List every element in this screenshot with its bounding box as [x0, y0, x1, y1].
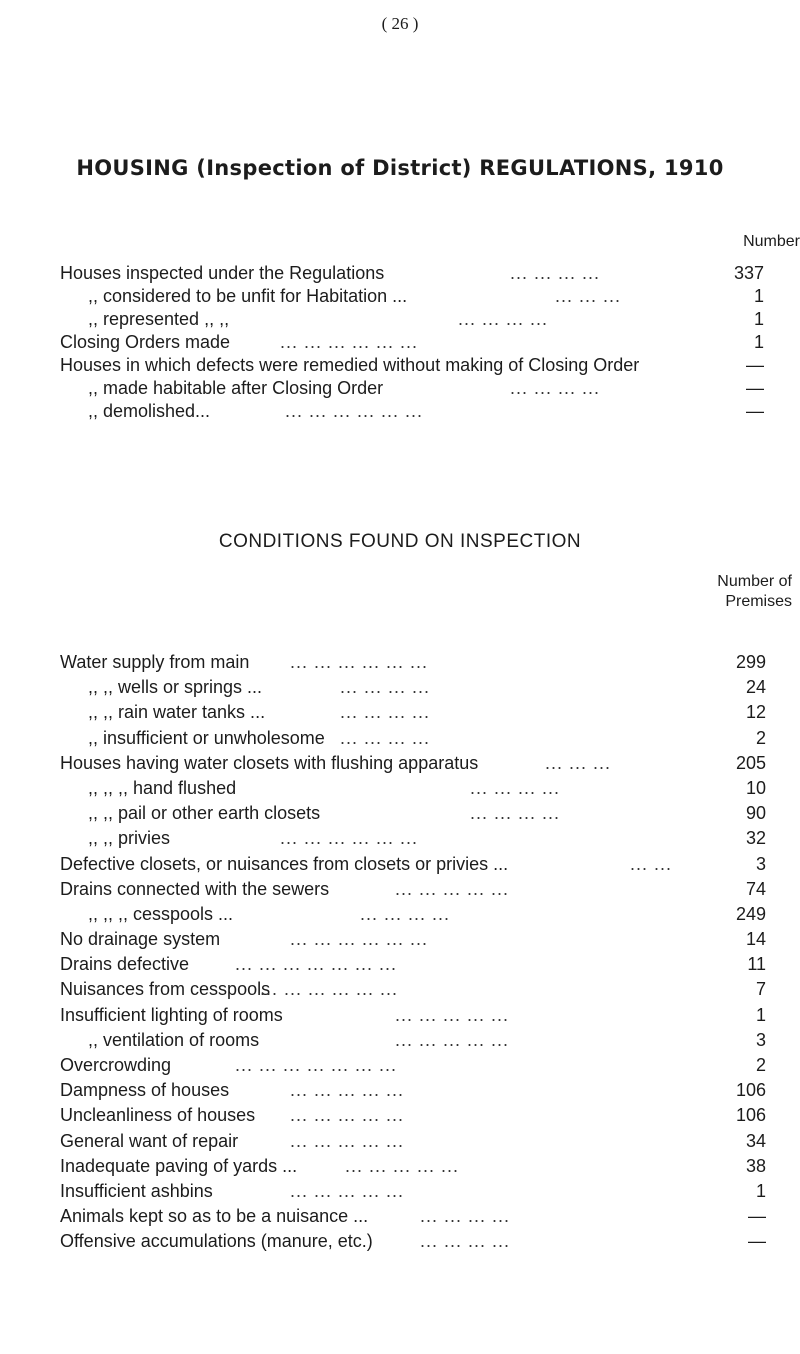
leader-dots: ... ... ... ...	[420, 1231, 511, 1252]
leader-dots: ... ... ...	[545, 752, 612, 773]
leader-dots: ... ... ... ... ... ... ...	[235, 954, 398, 975]
row-label: ,, ventilation of rooms	[88, 1029, 260, 1050]
leader-dots: ... ... ... ... ... ...	[280, 332, 419, 352]
row-value: 34	[745, 1130, 766, 1151]
row-label: Offensive accumulations (manure, etc.)	[60, 1231, 373, 1252]
table-row	[0, 1204, 800, 1229]
row-label: ,, ,, ,, hand flushed	[88, 777, 237, 798]
row-value: 2	[755, 727, 766, 748]
table-row	[0, 902, 800, 927]
row-value: 12	[745, 702, 766, 723]
row-label: General want of repair	[60, 1130, 239, 1151]
row-label: ,, ,, privies	[88, 828, 171, 849]
row-value: 337	[733, 263, 764, 283]
row-value: 1	[753, 332, 764, 352]
table-row	[0, 877, 800, 902]
table-row	[0, 650, 800, 675]
row-label: Inadequate paving of yards ...	[60, 1155, 298, 1176]
table-row	[0, 726, 800, 751]
table-row	[0, 1053, 800, 1078]
table-row	[0, 675, 800, 700]
row-value: 3	[755, 853, 766, 874]
row-value: 24	[745, 677, 766, 698]
row-label: Animals kept so as to be a nuisance ...	[60, 1206, 369, 1227]
row-value: 10	[745, 777, 766, 798]
table-row	[0, 354, 800, 377]
leader-dots: ... ... ... ...	[458, 309, 549, 329]
leader-dots: ... ... ... ... ... ...	[260, 979, 399, 1000]
table-row	[0, 852, 800, 877]
leader-dots: ... ... ... ... ... ...	[280, 828, 419, 849]
leader-dots: ... ... ... ... ... ... ...	[235, 1055, 398, 1075]
row-label: ,, made habitable after Closing Order	[88, 378, 384, 398]
page-number: ( 26 )	[381, 14, 419, 33]
leader-dots: ... ... ... ... ... ...	[290, 652, 429, 672]
leader-dots: ... ... ... ...	[470, 777, 561, 798]
leader-dots: ... ... ... ... ... ...	[290, 929, 429, 950]
row-value: 90	[745, 803, 766, 824]
table-row	[0, 308, 800, 331]
row-value: 3	[755, 1029, 766, 1050]
document-title: HOUSING (Inspection of District) REGULATIONS, 1910	[76, 156, 724, 180]
row-label: Houses in which defects were remedied without making of Closing Order	[60, 355, 640, 375]
row-value: 1	[753, 286, 764, 306]
leader-dots: ... ... ... ... ...	[290, 1080, 405, 1101]
table-row	[0, 262, 800, 285]
row-label: ,, represented ,, ,,	[88, 309, 230, 329]
leader-dots: ... ... ... ...	[420, 1206, 511, 1227]
row-label: ,, ,, rain water tanks ...	[88, 702, 266, 723]
row-label: Overcrowding	[60, 1055, 172, 1075]
leader-dots: ... ...	[630, 853, 673, 874]
row-label: ,, insufficient or unwholesome	[88, 727, 325, 748]
leader-dots: ... ... ... ...	[340, 727, 431, 748]
table-row	[0, 1028, 800, 1053]
leader-dots: ... ... ... ... ...	[395, 1029, 510, 1050]
conditions-list	[0, 650, 800, 1255]
leader-dots: ... ... ... ...	[510, 378, 601, 398]
row-label: Uncleanliness of houses	[60, 1105, 256, 1126]
table-row	[0, 776, 800, 801]
leader-dots: ... ... ... ...	[470, 803, 561, 824]
leader-dots: ... ... ... ...	[340, 677, 431, 698]
row-value: 1	[753, 309, 764, 329]
row-label: Drains defective	[60, 954, 190, 975]
table-row	[0, 1103, 800, 1128]
row-label: Defective closets, or nuisances from closets or privies ...	[60, 853, 509, 874]
row-label: Dampness of houses	[60, 1080, 230, 1101]
row-value: 106	[735, 1080, 766, 1101]
leader-dots: ... ... ... ...	[340, 702, 431, 723]
row-label: ,, demolished...	[88, 401, 211, 421]
row-value: 106	[735, 1105, 766, 1126]
table-row	[0, 1154, 800, 1179]
row-value: 299	[735, 652, 766, 672]
row-value: 38	[745, 1155, 766, 1176]
row-label: ,, ,, pail or other earth closets	[88, 803, 321, 824]
row-value: 11	[747, 954, 766, 975]
table-row	[0, 751, 800, 776]
row-value: 7	[755, 979, 766, 1000]
row-value: 32	[745, 828, 766, 849]
row-label: Water supply from main	[60, 652, 250, 672]
table-row	[0, 377, 800, 400]
table-row	[0, 952, 800, 977]
table-row	[0, 927, 800, 952]
row-value: 2	[755, 1055, 766, 1075]
table-row	[0, 977, 800, 1002]
row-label: ,, ,, ,, cesspools ...	[88, 903, 234, 924]
row-label: Insufficient lighting of rooms	[60, 1004, 283, 1025]
row-label: Nuisances from cesspools	[60, 979, 271, 1000]
column-header-premises	[717, 572, 792, 612]
table-row	[0, 1078, 800, 1103]
leader-dots: ... ... ... ...	[510, 263, 601, 283]
row-value: 1	[755, 1004, 766, 1025]
table-row	[0, 1179, 800, 1204]
table-row	[0, 700, 800, 725]
row-value: —	[746, 401, 764, 421]
table-row	[0, 1003, 800, 1028]
table-row	[0, 1129, 800, 1154]
leader-dots: ... ... ... ... ...	[345, 1155, 460, 1176]
table-row	[0, 285, 800, 308]
column-header-line: Number of	[717, 573, 792, 590]
leader-dots: ... ... ... ... ... ...	[285, 401, 424, 421]
row-label: No drainage system	[60, 929, 221, 950]
row-value: 205	[735, 752, 766, 773]
row-value: —	[746, 378, 764, 398]
row-label: Drains connected with the sewers	[60, 878, 330, 899]
leader-dots: ... ... ... ... ...	[395, 1004, 510, 1025]
table-row	[0, 331, 800, 354]
table-row	[0, 1229, 800, 1254]
row-value: 74	[745, 878, 766, 899]
row-value: 249	[735, 903, 766, 924]
row-label: Houses having water closets with flushing apparatus	[60, 752, 479, 773]
row-value: 14	[745, 929, 766, 950]
inspection-summary-list	[0, 262, 800, 423]
row-label: Closing Orders made	[60, 332, 231, 352]
table-row	[0, 801, 800, 826]
table-row	[0, 826, 800, 851]
row-value: —	[748, 1231, 766, 1252]
row-value: —	[748, 1206, 766, 1227]
row-value: 1	[755, 1180, 766, 1201]
row-label: ,, considered to be unfit for Habitation ...	[88, 286, 408, 306]
leader-dots: ... ... ... ... ...	[290, 1130, 405, 1151]
leader-dots: ... ... ... ... ...	[290, 1105, 405, 1126]
table-row	[0, 400, 800, 423]
column-header-line: Premises	[725, 593, 792, 610]
row-value: —	[746, 355, 764, 375]
column-header-number: Number	[743, 233, 800, 250]
section-title: CONDITIONS FOUND ON INSPECTION	[218, 531, 582, 552]
leader-dots: ... ... ... ...	[360, 903, 451, 924]
row-label: Insufficient ashbins	[60, 1180, 213, 1201]
leader-dots: ... ... ... ... ...	[290, 1180, 405, 1201]
leader-dots: ... ... ...	[555, 286, 622, 306]
row-label: ,, ,, wells or springs ...	[88, 677, 263, 698]
row-label: Houses inspected under the Regulations	[60, 263, 385, 283]
leader-dots: ... ... ... ... ...	[395, 878, 510, 899]
